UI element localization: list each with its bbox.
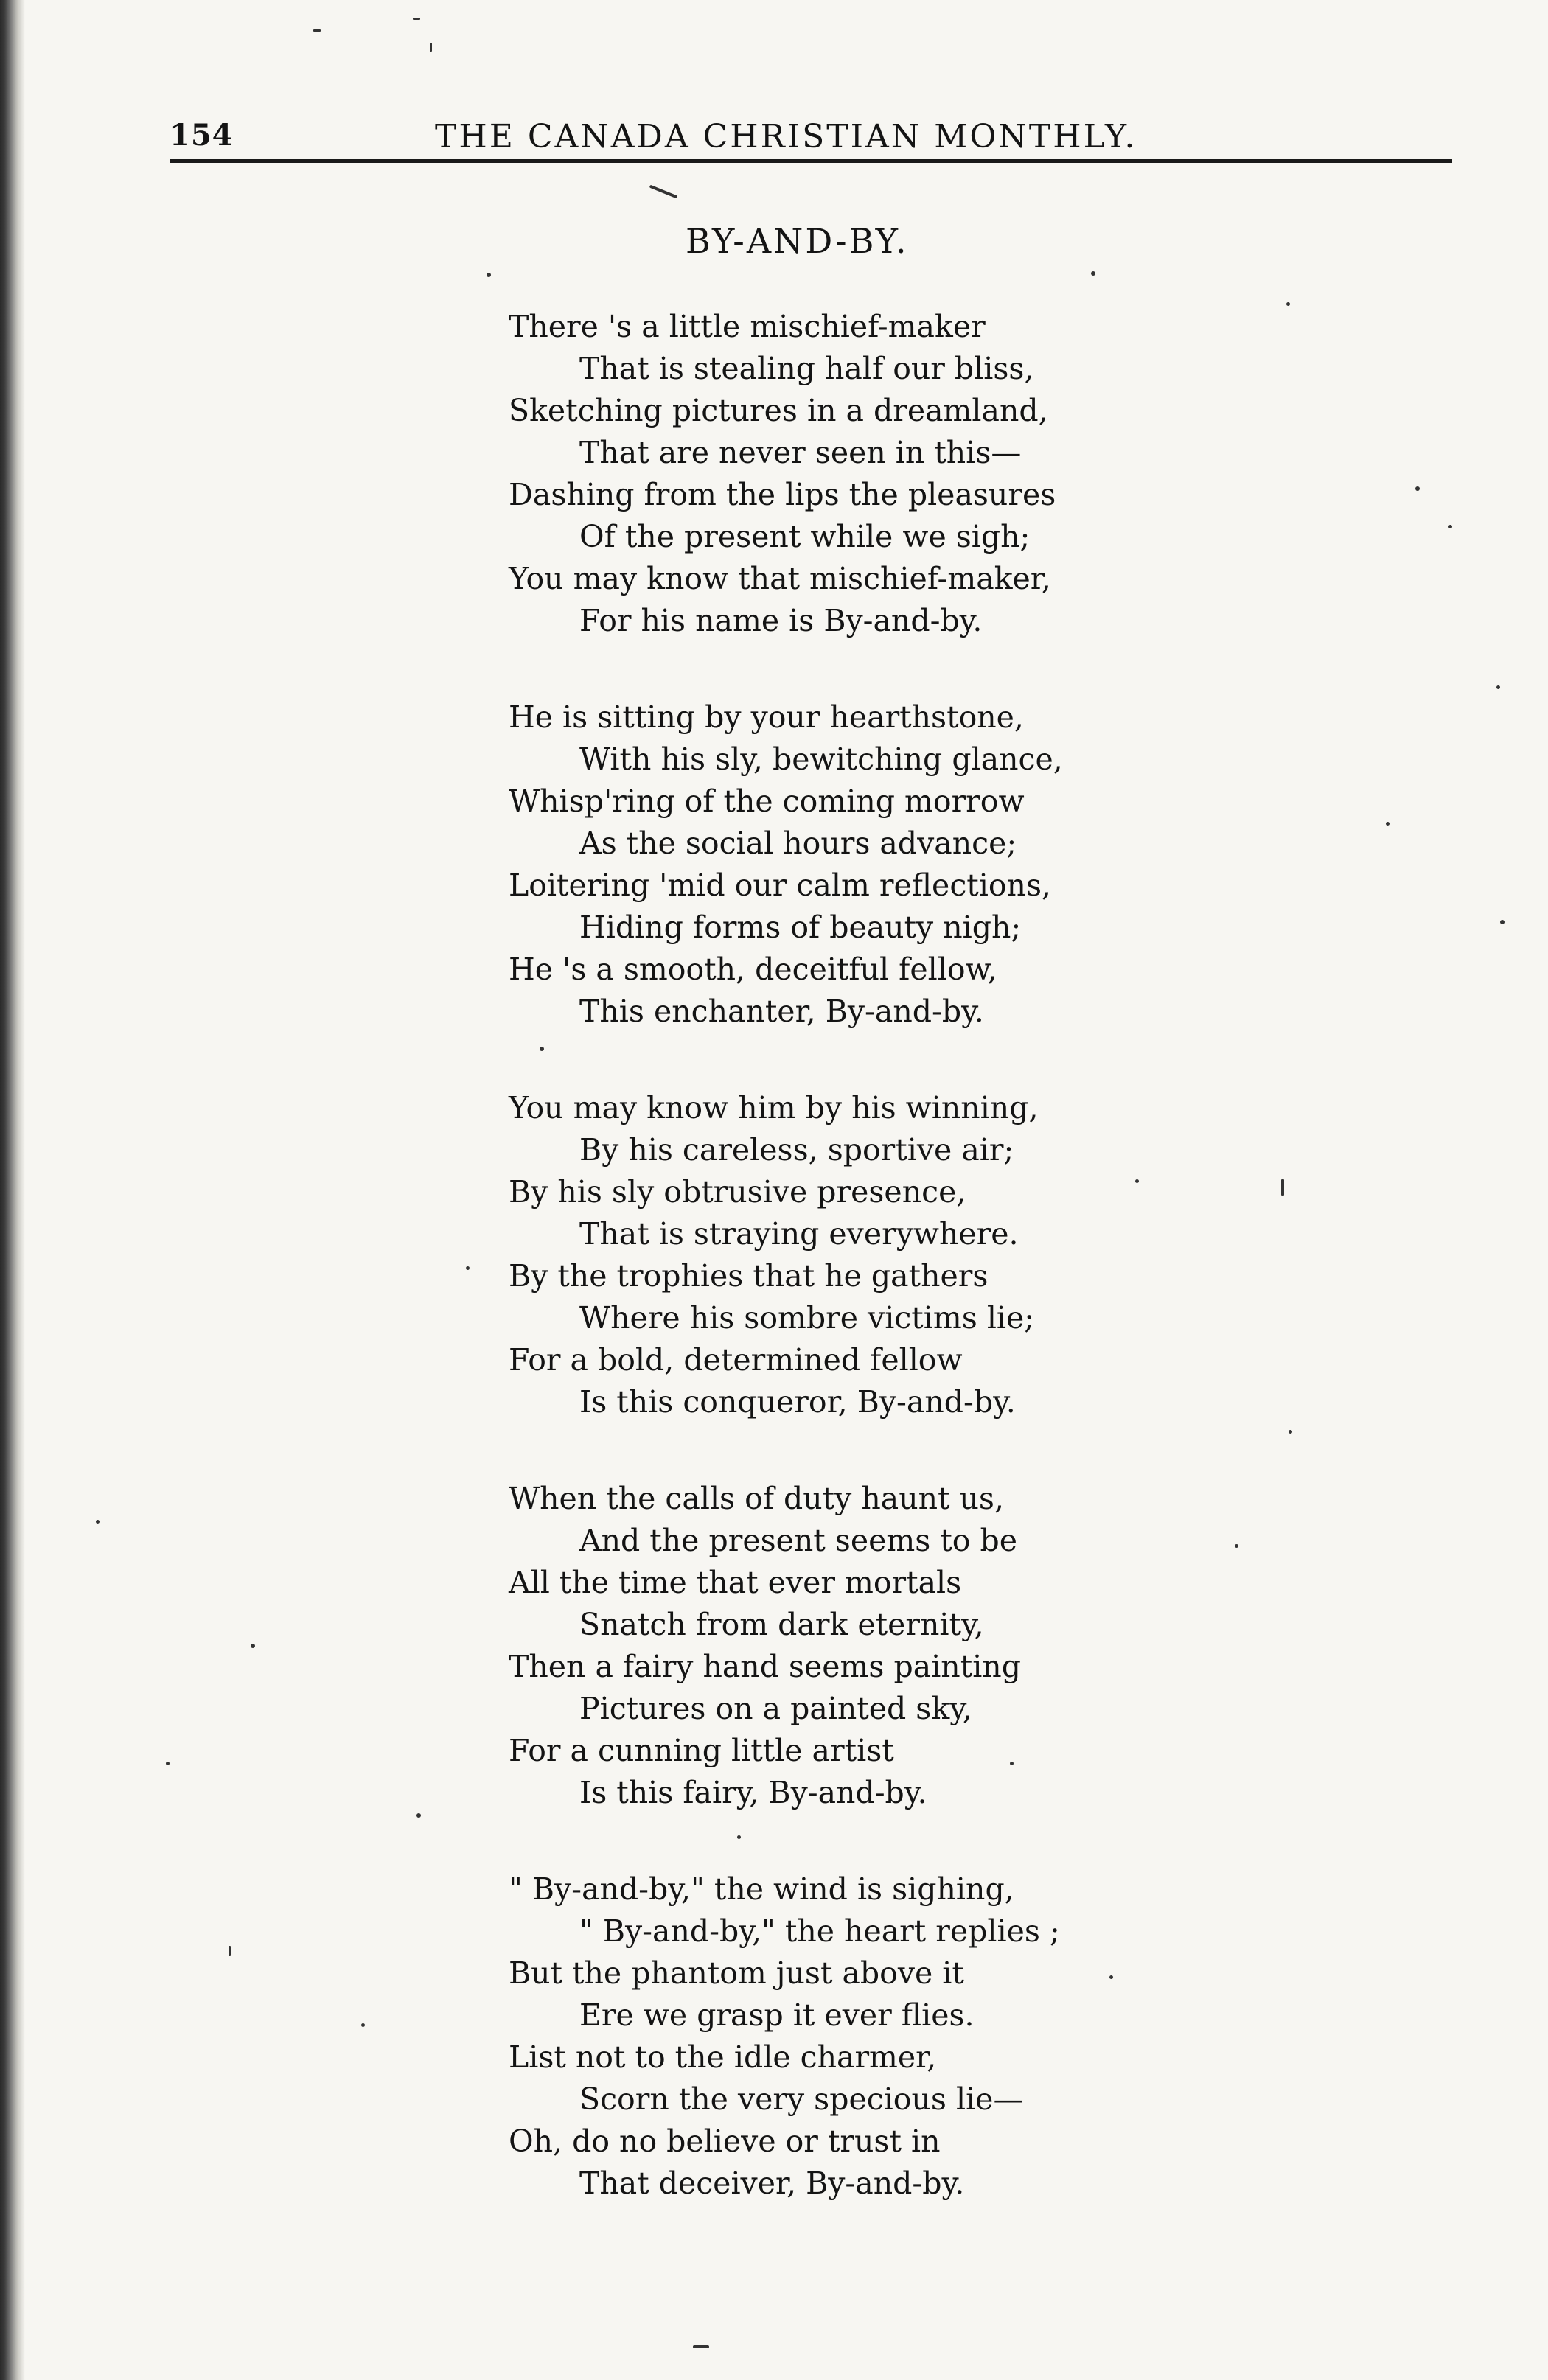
stanza-1 (509, 306, 1172, 642)
poem-line: He 's a smooth, deceitful fellow, (509, 952, 997, 987)
header-rule (170, 159, 1452, 163)
page-number: 154 (170, 118, 234, 153)
scan-speck (1281, 1179, 1284, 1196)
scan-speck (466, 1266, 470, 1270)
poem-line: List not to the idle charmer, (509, 2039, 937, 2075)
poem-line: Is this conqueror, By-and-by. (579, 1384, 1016, 1420)
scan-speck (313, 29, 321, 32)
scan-speck (1496, 685, 1500, 689)
poem-line: You may know that mischief-maker, (509, 561, 1051, 596)
poem-line: For his name is By-and-by. (579, 603, 983, 638)
scan-speck (416, 1813, 421, 1818)
poem-line: That are never seen in this— (579, 435, 1022, 470)
scan-speck (1109, 1975, 1113, 1979)
poem-line: Oh, do no believe or trust in (509, 2123, 941, 2159)
scan-speck (487, 273, 491, 277)
scan-speck (649, 185, 678, 199)
poem-line: Then a fairy hand seems painting (509, 1649, 1021, 1684)
scan-speck (693, 2345, 709, 2348)
poem-line: Scorn the very specious lie— (579, 2081, 1024, 2117)
scan-speck (166, 1762, 170, 1765)
poem-line: By his careless, sportive air; (579, 1132, 1014, 1168)
scan-speck (1448, 525, 1452, 528)
poem-line: Snatch from dark eternity, (579, 1607, 984, 1642)
poem-line: But the phantom just above it (509, 1955, 964, 1991)
poem-line: Pictures on a painted sky, (579, 1691, 972, 1726)
scan-speck (1415, 486, 1420, 491)
poem-line: That is stealing half our bliss, (579, 351, 1034, 386)
stanza-4 (509, 1478, 1172, 1814)
poem-line: Whisp'ring of the coming morrow (509, 784, 1025, 819)
poem-line: All the time that ever mortals (509, 1565, 962, 1600)
stanza-5 (509, 1868, 1172, 2205)
stanza-2 (509, 697, 1172, 1033)
scan-speck (96, 1520, 100, 1524)
poem-line: Dashing from the lips the pleasures (509, 477, 1056, 512)
poem-line: When the calls of duty haunt us, (509, 1481, 1004, 1516)
page-binding-edge (0, 0, 25, 2380)
poem-line: This enchanter, By-and-by. (579, 994, 984, 1029)
poem-line: By his sly obtrusive presence, (509, 1174, 966, 1210)
poem-line: He is sitting by your hearthstone, (509, 699, 1024, 735)
scan-speck (1010, 1762, 1014, 1765)
poem-line: Sketching pictures in a dreamland, (509, 393, 1048, 428)
poem-line: By the trophies that he gathers (509, 1258, 989, 1294)
scan-speck (1286, 302, 1290, 306)
poem-line: And the present seems to be (579, 1523, 1018, 1558)
scan-speck (540, 1047, 544, 1051)
poem-line: Hiding forms of beauty nigh; (579, 910, 1022, 945)
poem-line: Where his sombre victims lie; (579, 1300, 1035, 1336)
poem-line: You may know him by his winning, (509, 1090, 1039, 1126)
poem-line: Of the present while we sigh; (579, 519, 1031, 554)
scan-speck (251, 1644, 255, 1648)
scan-speck (1235, 1544, 1238, 1548)
poem-line: That is straying everywhere. (579, 1216, 1019, 1252)
running-title: THE CANADA CHRISTIAN MONTHLY. (435, 118, 1137, 156)
poem-line: " By-and-by," the heart replies ; (579, 1913, 1060, 1949)
scan-speck (361, 2023, 365, 2027)
scan-speck (1500, 920, 1505, 924)
poem-line: As the social hours advance; (579, 826, 1017, 861)
poem-line: " By-and-by," the wind is sighing, (509, 1871, 1014, 1907)
poem-line: Is this fairy, By-and-by. (579, 1775, 927, 1810)
scan-speck (229, 1946, 231, 1956)
scan-speck (1135, 1179, 1139, 1183)
poem-line: With his sly, bewitching glance, (579, 741, 1063, 777)
scan-speck (1091, 271, 1095, 276)
scan-speck (737, 1835, 741, 1839)
poem-line: Loitering 'mid our calm reflections, (509, 868, 1052, 903)
poem-title: BY-AND-BY. (686, 221, 909, 261)
poem-line: Ere we grasp it ever flies. (579, 1997, 975, 2033)
stanza-3 (509, 1087, 1172, 1423)
scan-speck (413, 18, 420, 20)
scan-speck (1386, 822, 1390, 826)
poem-line: There 's a little mischief-maker (509, 309, 986, 344)
scan-speck (430, 43, 432, 52)
poem-line: For a bold, determined fellow (509, 1342, 963, 1378)
poem-line: That deceiver, By-and-by. (579, 2166, 965, 2201)
scan-speck (1289, 1430, 1292, 1434)
poem-line: For a cunning little artist (509, 1733, 894, 1768)
